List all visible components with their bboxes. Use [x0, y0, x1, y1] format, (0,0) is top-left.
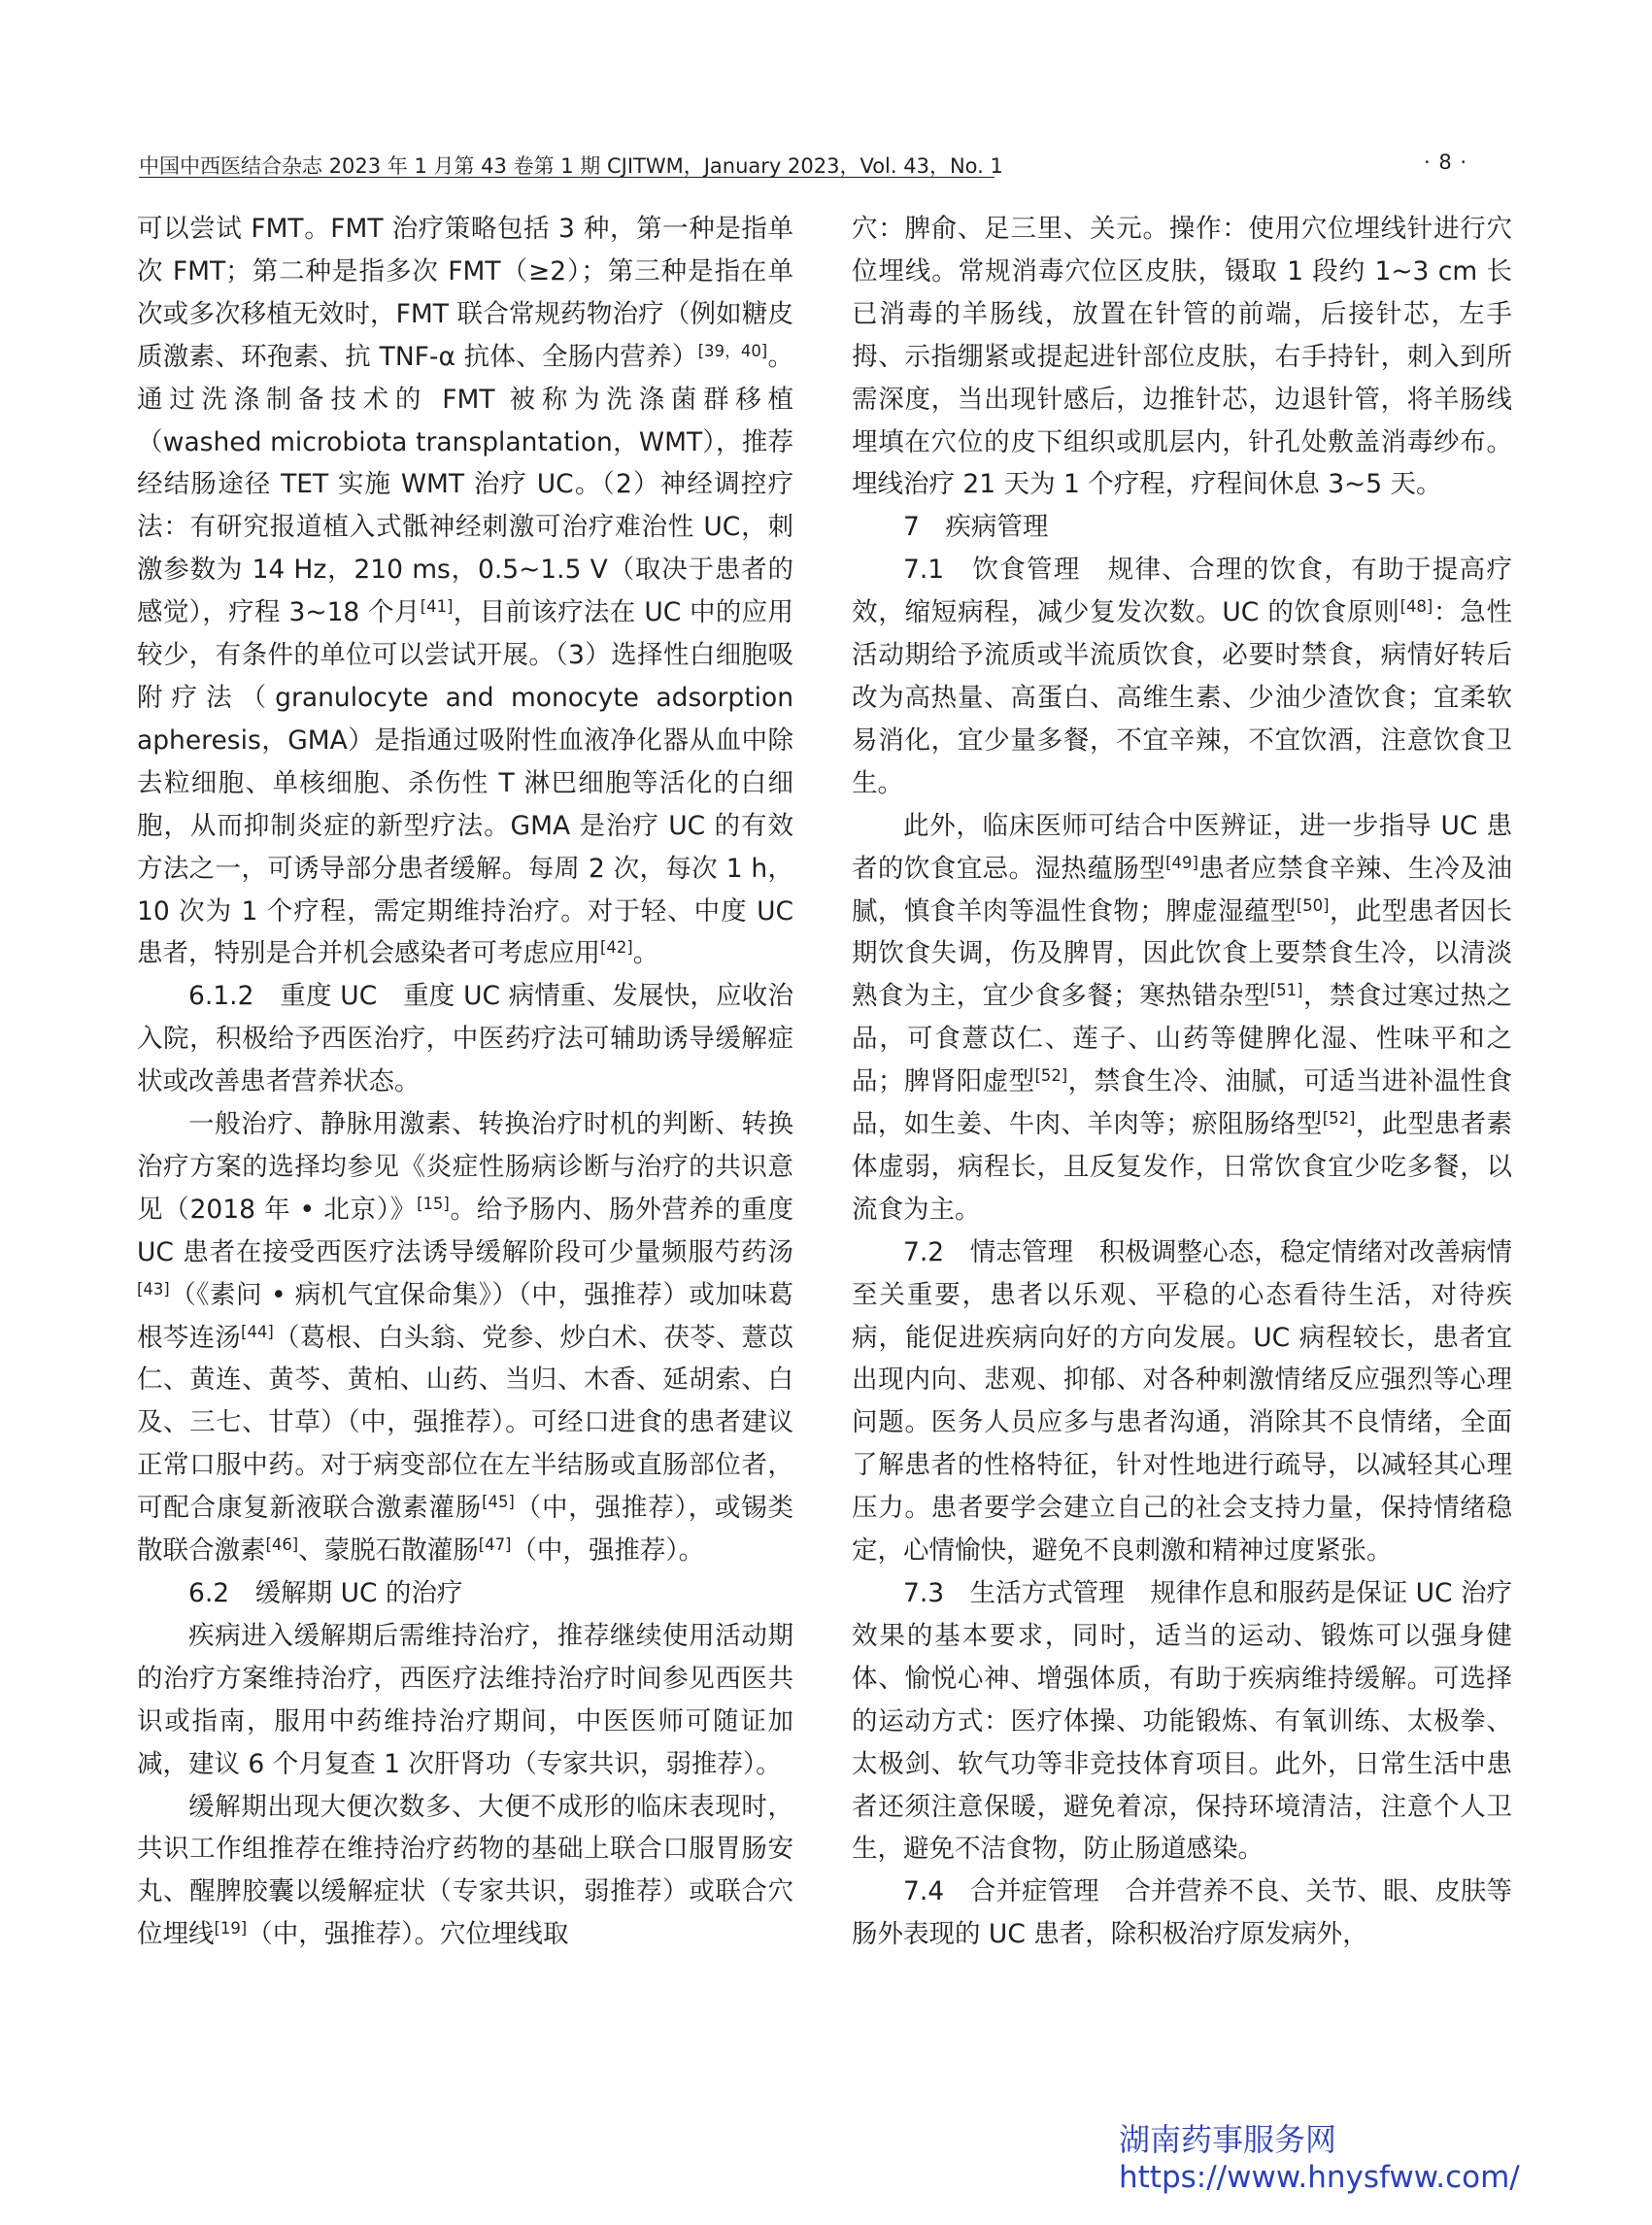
watermark-site-name: 湖南药事服务网 — [1119, 2121, 1337, 2158]
paragraph-general-treatment: 一般治疗、静脉用激素、转换治疗时机的判断、转换治疗方案的选择均参见《炎症性肠病诊断与治疗的共识意见（2018 年 • 北京）》[15]。给予肠内、肠外营养的重度 UC 患者在接受西医疗法诱导缓解阶段可少量频服芍药汤[43]（《素问 • 病机气宜保命集》）（中，强推荐）或加味葛根芩连汤[44]（葛根、白头翁、党参、炒白术、茯苓、薏苡仁、黄连、黄芩、黄柏、山药、当归、木香、延胡索、白及、三七、甘草）（中，强推荐）。可经口进食的患者建议正常口服中药。对于病变部位在左半结肠或直肠部位者，可配合康复新液联合激素灌肠[45]（中，强推荐），或锡类散联合激素[46]、蒙脱石散灌肠[47]（中，强推荐）。 — [137, 1109, 794, 1567]
citation: [51] — [1269, 981, 1303, 1000]
section-heading: 7.1 饮食管理 — [903, 555, 1108, 586]
journal-header: 中国中西医结合杂志 2023 年 1 月第 43 卷第 1 期 CJITWM，January 2023，Vol. 43，No. 1 — [139, 154, 1003, 178]
paragraph-diet: 7.1 饮食管理 规律、合理的饮食，有助于提高疗效，缩短病程，减少复发次数。UC 的饮食原则[48]：急性活动期给予流质或半流质饮食，必要时禁食，病情好转后改为高热量、高蛋白、高维生素、少油少渣饮食；宜柔软易消化，宜少量多餐，不宜辛辣，不宜饮酒，注意饮食卫生。 — [852, 555, 1513, 798]
paragraph-emotion: 7.2 情志管理 积极调整心态，稳定情绪对改善病情至关重要，患者以乐观、平稳的心态看待生活，对待疾病，能促进疾病向好的方向发展。UC 病程较长，患者宜出现内向、悲观、抑郁、对各种刺激情绪反应强烈等心理问题。医务人员应多与患者沟通，消除其不良情绪，全面了解患者的性格特征，针对性地进行疏导，以减轻其心理压力。患者要学会建立自己的社会支持力量，保持情绪稳定，心情愉快，避免不良刺激和精神过度紧张。 — [852, 1236, 1512, 1567]
citation: [49] — [1165, 853, 1198, 872]
citation: [15] — [417, 1194, 450, 1213]
citation: [52] — [1322, 1109, 1356, 1128]
right-column — [852, 208, 1512, 1956]
citation: [50] — [1296, 895, 1330, 915]
paragraph-remission: 疾病进入缓解期后需维持治疗，推荐继续使用活动期的治疗方案维持治疗，西医疗法维持治疗时间参见西医共识或指南，服用中药维持治疗期间，中医医师可随证加减，建议 6 个月复查 1 次肝肾功（专家共识，弱推荐）。 — [137, 1620, 793, 1779]
paragraph-severe-uc: 6.1.2 重度 UC 重度 UC 病情重、发展快，应收治入院，积极给予西医治疗，中医药疗法可辅助诱导缓解症状或改善患者营养状态。 — [137, 981, 793, 1097]
watermark-url: https://www.hnysfww.com/ — [1119, 2160, 1520, 2195]
header-divider — [139, 177, 995, 178]
section-heading: 6.1.2 重度 UC — [188, 981, 404, 1012]
citation: [45] — [482, 1493, 515, 1512]
paragraph-acupoint: 穴：脾俞、足三里、关元。操作：使用穴位埋线针进行穴位埋线。常规消毒穴位区皮肤，镊取 1 段约 1~3 cm 长已消毒的羊肠线，放置在针管的前端，后接针芯，左手拇、示指绷紧或提起进针部位皮肤，右手持针，刺入到所需深度，当出现针感后，边推针芯，边退针管，将羊肠线埋填在穴位的皮下组织或肌层内，针孔处敷盖消毒纱布。埋线治疗 21 天为 1 个疗程，疗程间休息 3~5 天。 — [852, 214, 1512, 500]
citation: [43] — [137, 1279, 170, 1298]
section-heading: 7 疾病管理 — [903, 512, 1049, 543]
citation: [41] — [420, 597, 454, 617]
paragraph-tcm-diet: 此外，临床医师可结合中医辨证，进一步指导 UC 患者的饮食宜忌。湿热蕴肠型[49]患者应禁食辛辣、生冷及油腻，慎食羊肉等温性食物；脾虚湿蕴型[50]，此型患者因长期饮食失调，伤及脾胃，因此饮食上要禁食生冷，以清淡熟食为主，宜少食多餐；寒热错杂型[51]，禁食过寒过热之品，可食薏苡仁、莲子、山药等健脾化湿、性味平和之品；脾肾阳虚型[52]，禁食生冷、油腻，可适当进补温性食品，如生姜、牛肉、羊肉等；瘀阻肠络型[52]，此型患者素体虚弱，病程长，且反复发作，日常饮食宜少吃多餐，以流食为主。 — [852, 810, 1513, 1225]
citation: [42] — [600, 938, 633, 958]
paragraph-lifestyle: 7.3 生活方式管理 规律作息和服药是保证 UC 治疗效果的基本要求，同时，适当的运动、锻炼可以强身健体、愉悦心神、增强体质，有助于疾病维持缓解。可选择的运动方式：医疗体操、功能锻炼、有氧训练、太极拳、太极剑、软气功等非竞技体育项目。此外，日常生活中患者还须注意保暖，避免着凉，保持环境清洁，注意个人卫生，避免不洁食物，防止肠道感染。 — [852, 1578, 1512, 1865]
section-heading: 7.3 生活方式管理 — [903, 1578, 1151, 1608]
page-number: · 8 · — [1424, 151, 1468, 174]
left-column — [137, 208, 793, 1956]
paragraph-complications: 7.4 合并症管理 合并营养不良、关节、眼、皮肤等肠外表现的 UC 患者，除积极治疗原发病外， — [852, 1876, 1513, 1950]
citation: [39，40] — [697, 341, 768, 360]
citation: [47] — [478, 1535, 512, 1555]
citation: [46] — [265, 1535, 299, 1555]
paragraph-fmt: 可以尝试 FMT。FMT 治疗策略包括 3 种，第一种是指单次 FMT；第二种是指多次 FMT（≥2）；第三种是指在单次或多次移植无效时，FMT 联合常规药物治疗（例如糖皮质激素、环孢素、抗 TNF-α 抗体、全肠内营养）[39，40]。通过洗涤制备技术的 FMT 被称为洗涤菌群移植（washed microbiota transplantation，WMT），推荐经结肠途径 TET 实施 WMT 治疗 UC。（2）神经调控疗法：有研究报道植入式骶神经刺激可治疗难治性 UC，刺激参数为 14 Hz，210 ms，0.5~1.5 V（取决于患者的感觉），疗程 3~18 个月[41]，目前该疗法在 UC 中的应用较少，有条件的单位可以尝试开展。（3）选择性白细胞吸附疗法（granulocyte and monocyte adsorption apheresis，GMA）是指通过吸附性血液净化器从血中除去粒细胞、单核细胞、杀伤性 T 淋巴细胞等活化的白细胞，从而抑制炎症的新型疗法。GMA 是治疗 UC 的有效方法之一，可诱导部分患者缓解。每周 2 次，每次 1 h，10 次为 1 个疗程，需定期维持治疗。对于轻、中度 UC 患者，特别是合并机会感染者可考虑应用[42]。 — [137, 214, 794, 969]
citation: [44] — [241, 1322, 274, 1341]
paragraph-remission-symptoms: 缓解期出现大便次数多、大便不成形的临床表现时，共识工作组推荐在维持治疗药物的基础上联合口服胃肠安丸、醒脾胶囊以缓解症状（专家共识，弱推荐）或联合穴位埋线[19]（中，强推荐）。穴位埋线取 — [137, 1791, 793, 1950]
section-heading: 7.2 情志管理 — [903, 1236, 1099, 1267]
citation: [52] — [1034, 1066, 1068, 1086]
section-heading: 6.2 缓解期 UC 的治疗 — [188, 1578, 463, 1608]
section-heading: 7.4 合并症管理 — [903, 1876, 1126, 1907]
citation: [48] — [1399, 597, 1433, 617]
citation: [19] — [214, 1919, 248, 1938]
